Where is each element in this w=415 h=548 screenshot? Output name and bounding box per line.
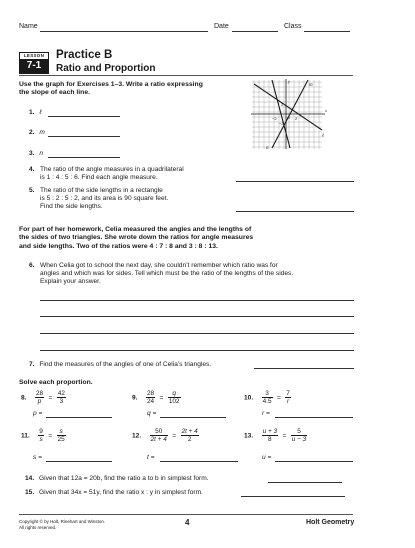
- line-label: m: [39, 129, 45, 136]
- copyright-line1: Copyright © by Holt, Rinehart and Winston.: [19, 519, 106, 524]
- name-field[interactable]: [40, 31, 208, 32]
- exercise-2: [29, 129, 45, 137]
- graph-tick-neg-x: −2: [272, 116, 277, 121]
- exercise-7-text: Find the measures of the angles of one of Celia’s triangles.: [39, 361, 212, 368]
- answer-line-4[interactable]: [236, 181, 354, 182]
- fraction-right: [291, 428, 307, 443]
- answer-line-3[interactable]: [48, 157, 120, 158]
- denominator: p: [37, 398, 42, 406]
- graph-label-x: x: [325, 108, 327, 113]
- graph-tick-pos-x: 2: [295, 116, 298, 121]
- numerator: 2t + 4: [181, 428, 198, 436]
- fraction-right: [168, 390, 181, 405]
- graph-label-l: ℓ: [322, 134, 325, 139]
- exercise-5-line2: is 5 : 2 : 5 : 2, and its area is 90 square feet.: [40, 195, 169, 203]
- exercise-number: 6.: [29, 262, 35, 269]
- numerator: 28: [35, 390, 44, 398]
- denominator: 24: [146, 398, 155, 406]
- exercise-number: 8.: [21, 394, 27, 402]
- celia-intro-line1: For part of her homework, Celia measured the angles and the lengths of: [19, 226, 252, 233]
- exercise-number: 15.: [25, 489, 35, 496]
- graph-label-m: m: [309, 83, 313, 88]
- line-label: ℓ: [39, 109, 42, 116]
- proportions-heading: Solve each proportion.: [19, 379, 93, 386]
- numerator: 3: [262, 390, 273, 398]
- var-p-label: p =: [33, 410, 43, 417]
- exercise-number: 10.: [244, 394, 254, 402]
- title-rule: [19, 75, 353, 76]
- denominator: 2t + 4: [150, 436, 167, 444]
- fraction-right: [285, 390, 291, 405]
- answer-line-8[interactable]: [46, 417, 112, 418]
- answer-line-6b[interactable]: [40, 316, 354, 317]
- class-label: Class: [284, 23, 302, 30]
- fraction-left: [262, 428, 278, 443]
- celia-intro-line2: the sides of two triangles. She wrote down the ratios for angle measures: [19, 234, 254, 242]
- var-t-label: t =: [147, 454, 155, 461]
- exercise-14: [25, 475, 209, 483]
- proportion-9: 9. $\frac{28}{24}$ = $\frac{q}{102}$: [132, 390, 180, 406]
- celia-intro: [19, 226, 359, 251]
- graph-label-y: y: [288, 79, 290, 84]
- page-title: Practice B: [56, 49, 113, 61]
- answer-line-13[interactable]: [275, 461, 353, 462]
- exercise-4-line2: is 1 : 4 : 5 : 6. Find each angle measure.: [40, 174, 158, 182]
- var-q-label: q =: [147, 410, 157, 417]
- date-label: Date: [214, 23, 229, 30]
- fraction-left: [38, 428, 44, 443]
- exercise-number: 9.: [132, 394, 138, 402]
- exercise-number: 14.: [25, 475, 35, 482]
- exercise-6-line1: When Celia got to school the next day, she couldn’t remember which ratio was for: [40, 262, 278, 269]
- denominator: 4.5: [262, 398, 272, 406]
- coordinate-graph: [250, 78, 330, 151]
- lesson-label: LESSON: [20, 53, 48, 59]
- answer-line-11[interactable]: [46, 461, 112, 462]
- answer-line-1[interactable]: [48, 116, 120, 117]
- fraction-left: [262, 390, 273, 405]
- page-subtitle: Ratio and Proportion: [56, 63, 156, 74]
- denominator: 25: [57, 436, 65, 444]
- proportion-11: 11. $\frac{9}{s}$ = $\frac{s}{25}$: [21, 428, 65, 444]
- graph-instructions: [19, 81, 259, 98]
- celia-intro-line3: and side lengths. Two of the ratios were 4 : 7 : 8 and 3 : 8 : 13.: [19, 242, 218, 250]
- exercise-5: [29, 187, 168, 212]
- answer-line-6a[interactable]: [40, 300, 354, 301]
- var-u-label: u =: [262, 454, 272, 461]
- exercise-number: 12.: [132, 432, 142, 440]
- numerator: 9: [39, 428, 43, 436]
- exercise-6-line3: Explain your answer.: [40, 278, 101, 286]
- numerator: q: [168, 390, 181, 398]
- graph-instructions-line2: the slope of each line.: [19, 89, 91, 97]
- answer-line-14[interactable]: [268, 482, 342, 483]
- fraction-left: [146, 390, 155, 405]
- numerator: 28: [146, 390, 155, 398]
- numerator: 50: [150, 428, 168, 436]
- copyright: [19, 519, 105, 530]
- numerator: 42: [57, 390, 65, 398]
- copyright-line2: All rights reserved.: [19, 524, 57, 530]
- line-label: n: [39, 150, 44, 157]
- denominator: 8: [268, 436, 272, 444]
- exercise-number: 3.: [29, 150, 35, 157]
- exercise-15-text: Given that 34x = 51y, find the ratio x : y in simplest form.: [39, 489, 203, 496]
- answer-line-12[interactable]: [160, 461, 238, 462]
- exercise-number: 4.: [29, 166, 35, 173]
- date-field[interactable]: [232, 31, 278, 32]
- graph-origin-label: O: [287, 115, 291, 120]
- numerator: 5: [291, 428, 307, 436]
- proportion-10: 10. $\frac{3}{4.5}$ = $\frac{7}{r}$: [244, 390, 290, 406]
- answer-line-5[interactable]: [236, 211, 354, 212]
- fraction-right: [181, 428, 199, 443]
- exercise-number: 11.: [21, 432, 30, 440]
- denominator: u − 3: [291, 436, 307, 444]
- book-title: Holt Geometry: [306, 519, 355, 526]
- answer-line-10[interactable]: [275, 417, 353, 418]
- exercise-1: [29, 109, 41, 117]
- lesson-number: 7-1: [26, 60, 42, 71]
- exercise-4: [29, 166, 184, 182]
- exercise-number: 2.: [29, 129, 35, 136]
- fraction-left: [150, 428, 168, 443]
- exercise-6: [29, 262, 359, 287]
- lesson-badge: [19, 52, 49, 74]
- numerator: 7: [286, 390, 290, 398]
- var-s-label: s =: [33, 454, 42, 461]
- fraction-left: [35, 390, 44, 405]
- answer-line-2[interactable]: [48, 136, 120, 137]
- denominator: 2: [187, 436, 192, 444]
- numerator: s: [57, 428, 66, 436]
- denominator: s: [39, 436, 43, 444]
- denominator: 102: [168, 398, 180, 406]
- proportion-12: 12. $\frac{50}{2t + 4}$ = $\frac{2t + 4}{2}$: [132, 428, 198, 444]
- graph-tick-pos-y: 2: [281, 102, 284, 107]
- exercise-number: 7.: [29, 361, 35, 368]
- name-label: Name: [19, 23, 38, 30]
- fraction-right: [57, 428, 66, 443]
- answer-line-9[interactable]: [160, 417, 226, 418]
- exercise-7: [29, 361, 211, 369]
- answer-line-6c[interactable]: [40, 333, 354, 334]
- answer-line-15[interactable]: [241, 496, 345, 497]
- footer-rule: [19, 514, 353, 515]
- page-number: 4: [185, 518, 190, 527]
- exercise-number: 13.: [244, 432, 254, 440]
- exercise-4-line1: The ratio of the angle measures in a quadrilateral: [40, 166, 184, 173]
- exercise-3: [29, 150, 43, 158]
- answer-line-6d[interactable]: [40, 350, 354, 351]
- denominator: r: [286, 398, 290, 406]
- class-field[interactable]: [304, 31, 350, 32]
- graph-instructions-line1: Use the graph for Exercises 1–3. Write a ratio expressing: [19, 81, 203, 88]
- answer-line-7[interactable]: [254, 368, 354, 369]
- numerator: u + 3: [262, 428, 278, 436]
- exercise-5-line1: The ratio of the side lengths in a rectangle: [40, 187, 163, 194]
- exercise-5-line3: Find the side lengths.: [40, 203, 103, 211]
- var-r-label: r =: [262, 410, 270, 417]
- exercise-6-line2: angles and which was for sides. Tell which must be the ratio of the lengths of the sides.: [40, 270, 294, 278]
- graph-label-n: n: [266, 146, 269, 151]
- graph-tick-neg-y: −2: [279, 121, 284, 126]
- proportion-13: 13. $\frac{u + 3}{8}$ = $\frac{5}{u - 3}$: [244, 428, 307, 444]
- exercise-number: 5.: [29, 187, 35, 194]
- exercise-15: [25, 489, 203, 497]
- exercise-number: 1.: [29, 109, 35, 116]
- exercise-14-text: Given that 12a = 20b, find the ratio a to b in simplest form.: [39, 475, 209, 482]
- denominator: 3: [59, 398, 64, 406]
- proportion-8: 8. $\frac{28}{p}$ = $\frac{42}{3}$: [21, 390, 65, 406]
- fraction-right: [57, 390, 66, 405]
